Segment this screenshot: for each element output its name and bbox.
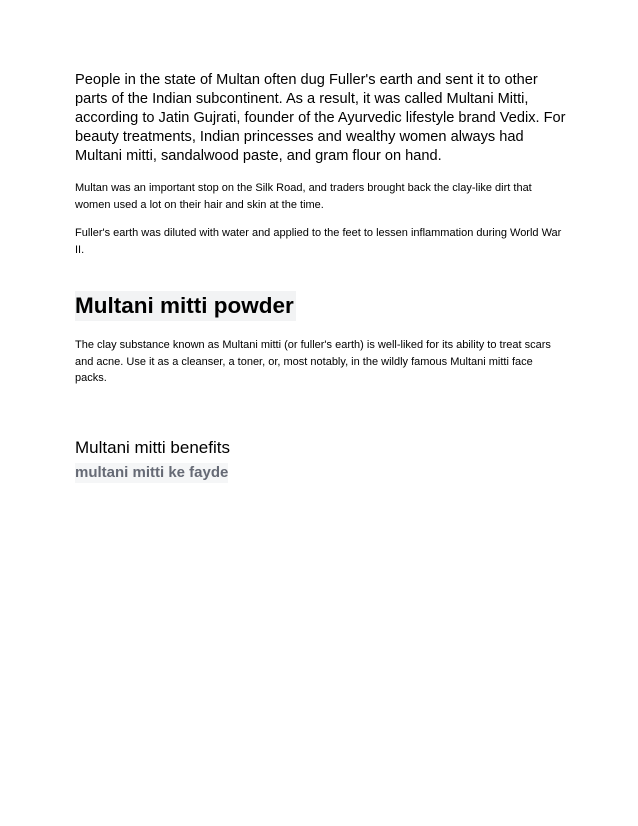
war-paragraph: Fuller's earth was diluted with water and applied to the feet to lessen inflammation during World War II. <box>75 227 562 256</box>
section-paragraph: The clay substance known as Multani mitti (or fuller's earth) is well-liked for its ability to treat scars and acne. Use it as a cleanser, a toner, or, most notably, in the wildly famous Multani mitti face packs. <box>75 339 551 384</box>
sub-subheading-wrapper <box>75 463 567 487</box>
document-page <box>75 71 567 487</box>
section-heading: Multani mitti powder <box>75 291 296 321</box>
section-heading-wrapper <box>75 291 567 331</box>
intro-paragraph: People in the state of Multan often dug Fuller's earth and sent it to other parts of the Indian subcontinent. As a result, it was called Multani Mitti, according to Jatin Gujrati, founder of the Ayurvedic lifestyle brand Vedix. For beauty treatments, Indian princesses and wealthy women always had Multani mitti, sandalwood paste, and gram flour on hand. <box>75 72 566 164</box>
silk-road-paragraph: Multan was an important stop on the Silk Road, and traders brought back the clay-like dirt that women used a lot on their hair and skin at the time. <box>75 182 532 211</box>
sub-subheading: multani mitti ke fayde <box>75 463 229 481</box>
subheading: Multani mitti benefits <box>75 437 230 457</box>
